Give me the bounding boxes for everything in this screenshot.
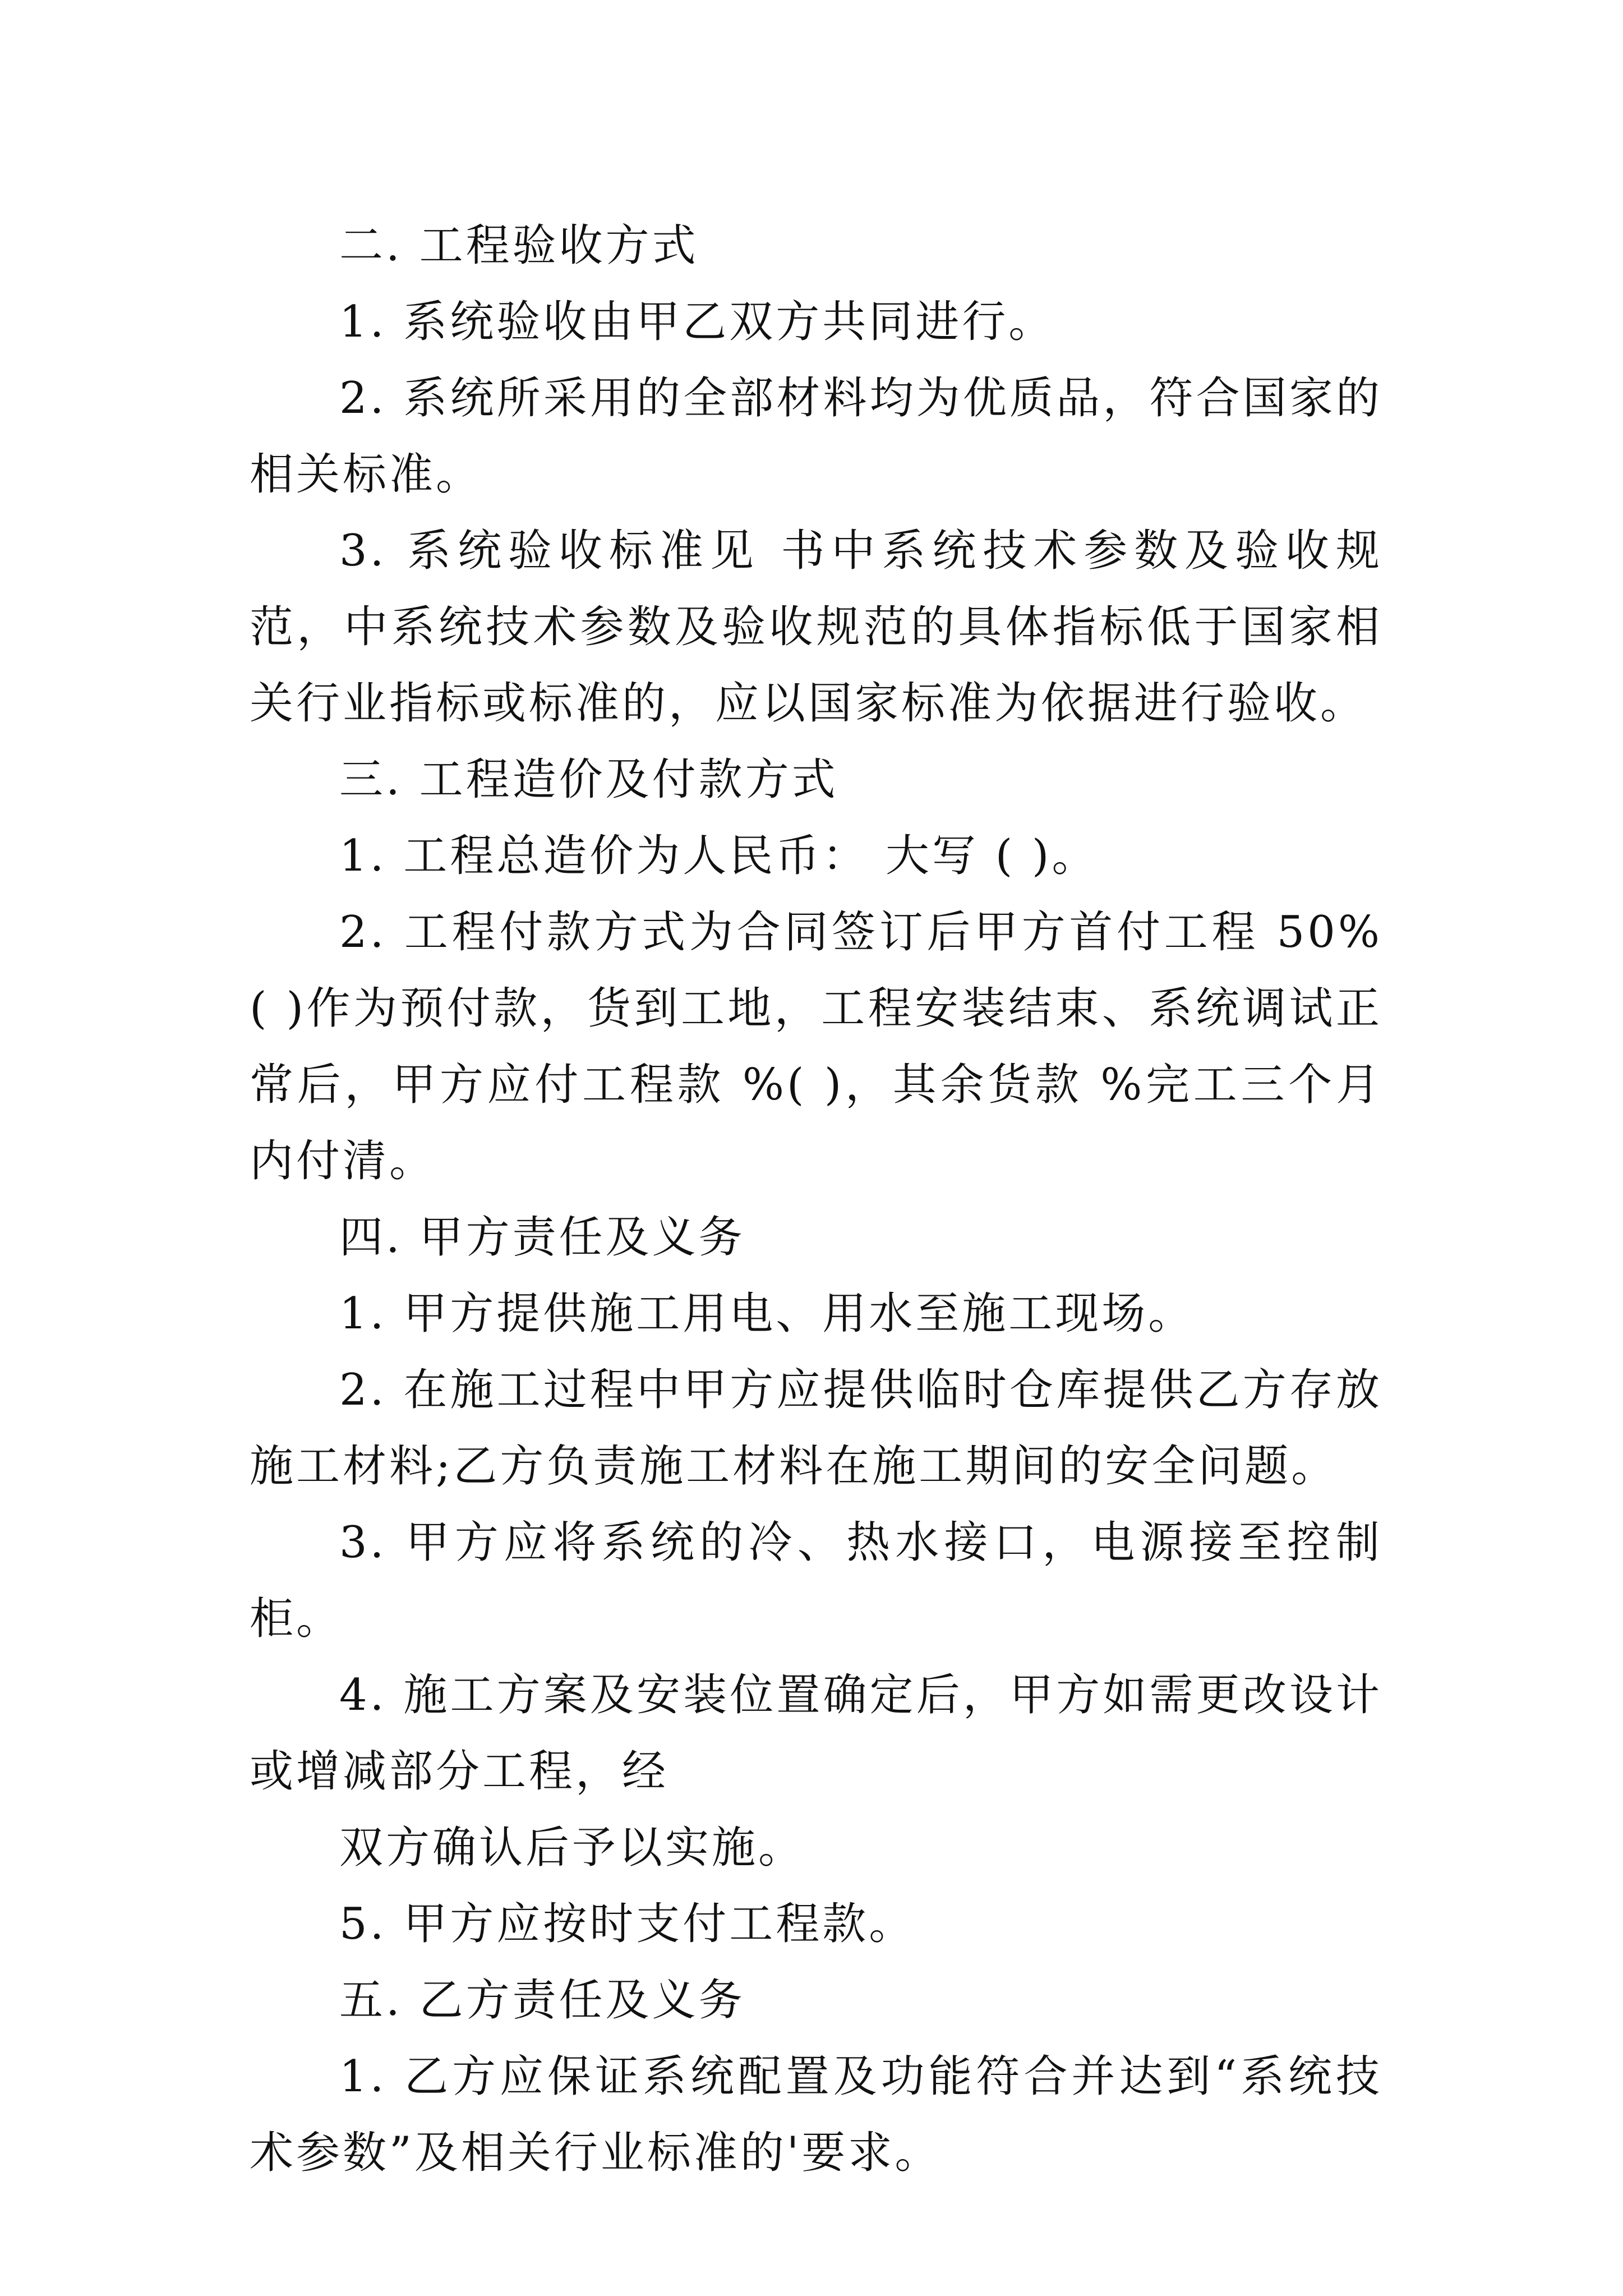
section-heading-cost-payment: 三. 工程造价及付款方式 [339,754,838,805]
section-heading-acceptance: 二. 工程验收方式 [339,220,699,271]
acceptance-item-3: 3. 系统验收标准见 书中系统技术参数及验收规范，中系统技术参数及验收规范的具体指标低于国家相关行业指标或标准的，应以国家标准为依据进行验收。 [250,526,1382,729]
party-a-item-3: 3. 甲方应将系统的冷、热水接口，电源接至控制柜。 [250,1517,1382,1644]
party-a-item-4: 4. 施工方案及安装位置确定后，甲方如需更改设计或增减部分工程，经 [250,1670,1382,1797]
section-heading-party-a: 四. 甲方责任及义务 [339,1212,745,1263]
party-a-item-5: 5. 甲方应按时支付工程款。 [339,1899,916,1949]
party-b-item-1: 1. 乙方应保证系统配置及功能符合并达到“系统技术参数”及相关行业标准的'要求。 [250,2051,1382,2178]
payment-item-1: 1. 工程总造价为人民币： 大写 ( )。 [339,831,1099,881]
acceptance-item-2: 2. 系统所采用的全部材料均为优质品，符合国家的相关标准。 [250,373,1382,500]
party-a-item-1: 1. 甲方提供施工用电、用水至施工现场。 [339,1289,1195,1339]
payment-item-2: 2. 工程付款方式为合同签订后甲方首付工程 50%( )作为预付款，货到工地，工程安装结束、系统调试正常后，甲方应付工程款 %( )，其余货款 %完工三个月内付清。 [250,907,1382,1186]
acceptance-item-1: 1. 系统验收由甲乙双方共同进行。 [339,297,1055,347]
party-a-item-2: 2. 在施工过程中甲方应提供临时仓库提供乙方存放施工材料;乙方负责施工材料在施工期间的安全问题。 [250,1365,1382,1492]
document-body [250,208,1382,2191]
party-a-item-4-continued: 双方确认后予以实施。 [339,1823,805,1873]
section-heading-party-b: 五. 乙方责任及义务 [339,1975,745,2026]
